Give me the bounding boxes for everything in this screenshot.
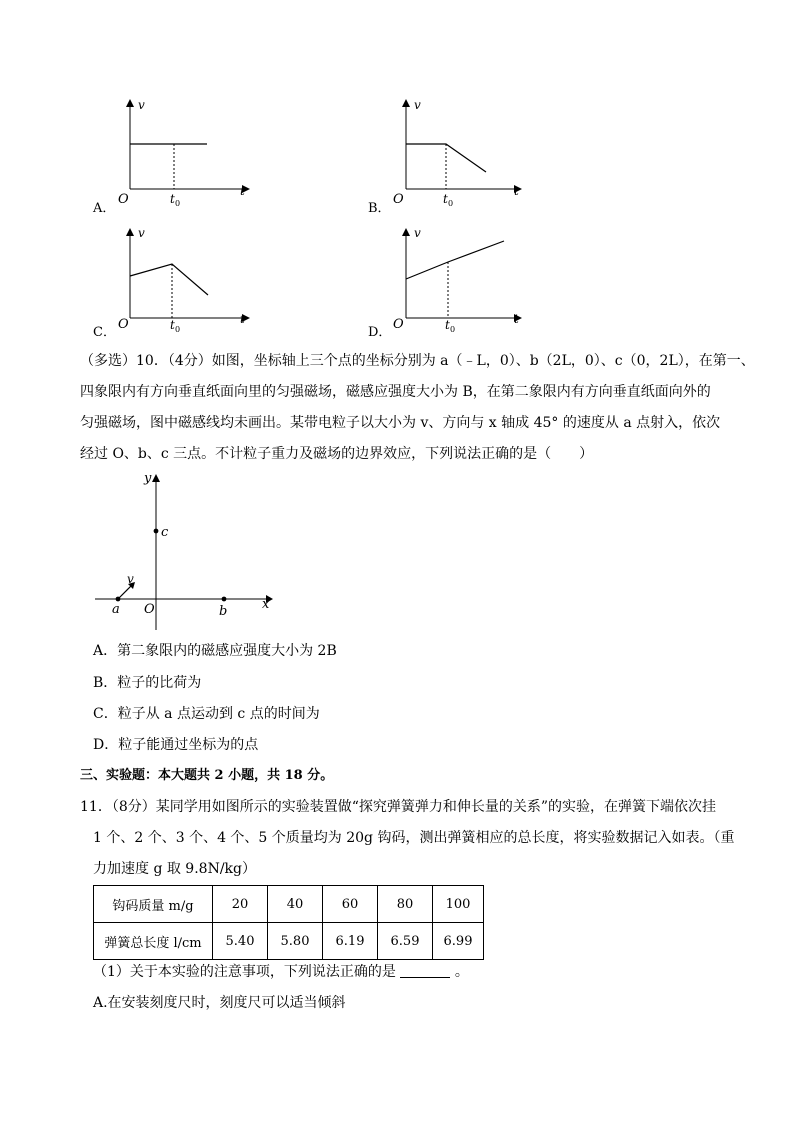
graph-d-v-label: v [414,226,421,240]
graph-d-t0-sub: 0 [450,325,456,334]
q10-line-2: 四象限内有方向垂直纸面向里的匀强磁场，磁感应强度大小为 B，在第二象限内有方向垂直纸面向外的 [80,384,711,400]
q10-y-label: y [144,471,152,486]
q10-x-label: x [262,597,270,612]
graph-b-t0-sub: 0 [448,199,454,208]
graph-d-label: D． [368,325,392,340]
graph-b-origin: O [393,192,404,207]
table-cell: 5.80 [268,923,323,960]
table-cell: 100 [433,886,484,923]
graph-a-svg [90,95,260,215]
graph-a-t-label: t [240,184,245,198]
q10-v-label: v [127,572,134,586]
q10-origin-label: O [144,602,155,617]
table-cell: 5.40 [213,923,268,960]
table-cell: 40 [268,886,323,923]
graph-b [366,95,536,215]
q10-figure [90,468,290,638]
graph-b-t0: t [443,192,448,206]
graph-c-t0-sub: 0 [175,325,181,334]
q10-b-label: b [219,604,228,619]
graph-b-label: B． [368,201,391,216]
q11-data-table-wrap [93,885,484,960]
graph-c-origin: O [118,317,129,332]
section-3-heading: 三、实验题：本大题共 2 小题，共 18 分。 [80,768,334,783]
table-cell: 钩码质量 m/g [94,886,213,923]
graph-a-v-label: v [138,98,145,112]
table-row [94,886,484,923]
q11-sub1 [93,962,469,982]
graph-d-t-label: t [514,312,519,326]
table-cell: 6.99 [433,923,484,960]
answer-blank[interactable] [400,963,450,978]
q11-data-table [93,885,484,960]
graph-c-label: C． [93,325,116,340]
graph-c-t-label: t [240,312,245,326]
graph-b-t-label: t [514,184,519,198]
table-cell: 20 [213,886,268,923]
graph-a [90,95,260,215]
q11-line-1: 11．（8分）某同学用如图所示的实验装置做“探究弹簧弹力和伸长量的关系”的实验，在弹簧下端依次挂 [80,799,717,815]
q11-sub1-text: （1）关于本实验的注意事项，下列说法正确的是 [93,964,396,980]
graph-b-svg [366,95,536,215]
graph-d-t0: t [445,318,450,332]
table-cell: 80 [378,886,433,923]
q10-line-4: 经过 O、b、c 三点。不计粒子重力及磁场的边界效应，下列说法正确的是（ ） [80,446,594,462]
q10-line-1: （多选）10．（4分）如图，坐标轴上三个点的坐标分别为 a（﹣L，0）、b（2L，0）、c（0，2L），在第一、 [80,353,755,369]
q10-option-d: D．粒子能通过坐标为的点 [93,737,259,753]
q10-option-c: C．粒子从 a 点运动到 c 点的时间为 [93,706,320,722]
table-cell: 60 [323,886,378,923]
table-cell: 6.59 [378,923,433,960]
q11-line-2: 1 个、2 个、3 个、4 个、5 个质量均为 20g 钩码，测出弹簧相应的总长度，将实验数据记入如表。（重 [93,830,735,846]
graph-d-origin: O [393,317,404,332]
graph-a-origin: O [118,192,129,207]
graph-d [366,224,536,344]
graph-c-t0: t [170,318,175,332]
q10-c-label: c [161,525,169,540]
q11-option-a: A.在安装刻度尺时，刻度尺可以适当倾斜 [93,995,346,1011]
q10-option-a: A．第二象限内的磁感应强度大小为 2B [93,643,337,659]
q10-option-b: B．粒子的比荷为 [93,675,202,691]
q10-line-3: 匀强磁场，图中磁感线均未画出。某带电粒子以大小为 v、方向与 x 轴成 45° 的速度从 a 点射入，依次 [80,415,721,431]
graph-a-label: A． [93,201,116,216]
table-cell: 弹簧总长度 l/cm [94,923,213,960]
graph-b-v-label: v [414,98,421,112]
table-cell: 6.19 [323,923,378,960]
graph-a-t0-sub: 0 [175,199,181,208]
q10-a-label: a [112,602,120,617]
graph-c-v-label: v [138,226,145,240]
q11-line-3: 力加速度 g 取 9.8N/kg） [93,861,256,877]
table-row [94,923,484,960]
graph-a-t0: t [170,192,175,206]
q10-figure-svg [90,468,290,638]
graph-d-svg [366,224,536,344]
q11-sub1-end: 。 [454,964,469,980]
